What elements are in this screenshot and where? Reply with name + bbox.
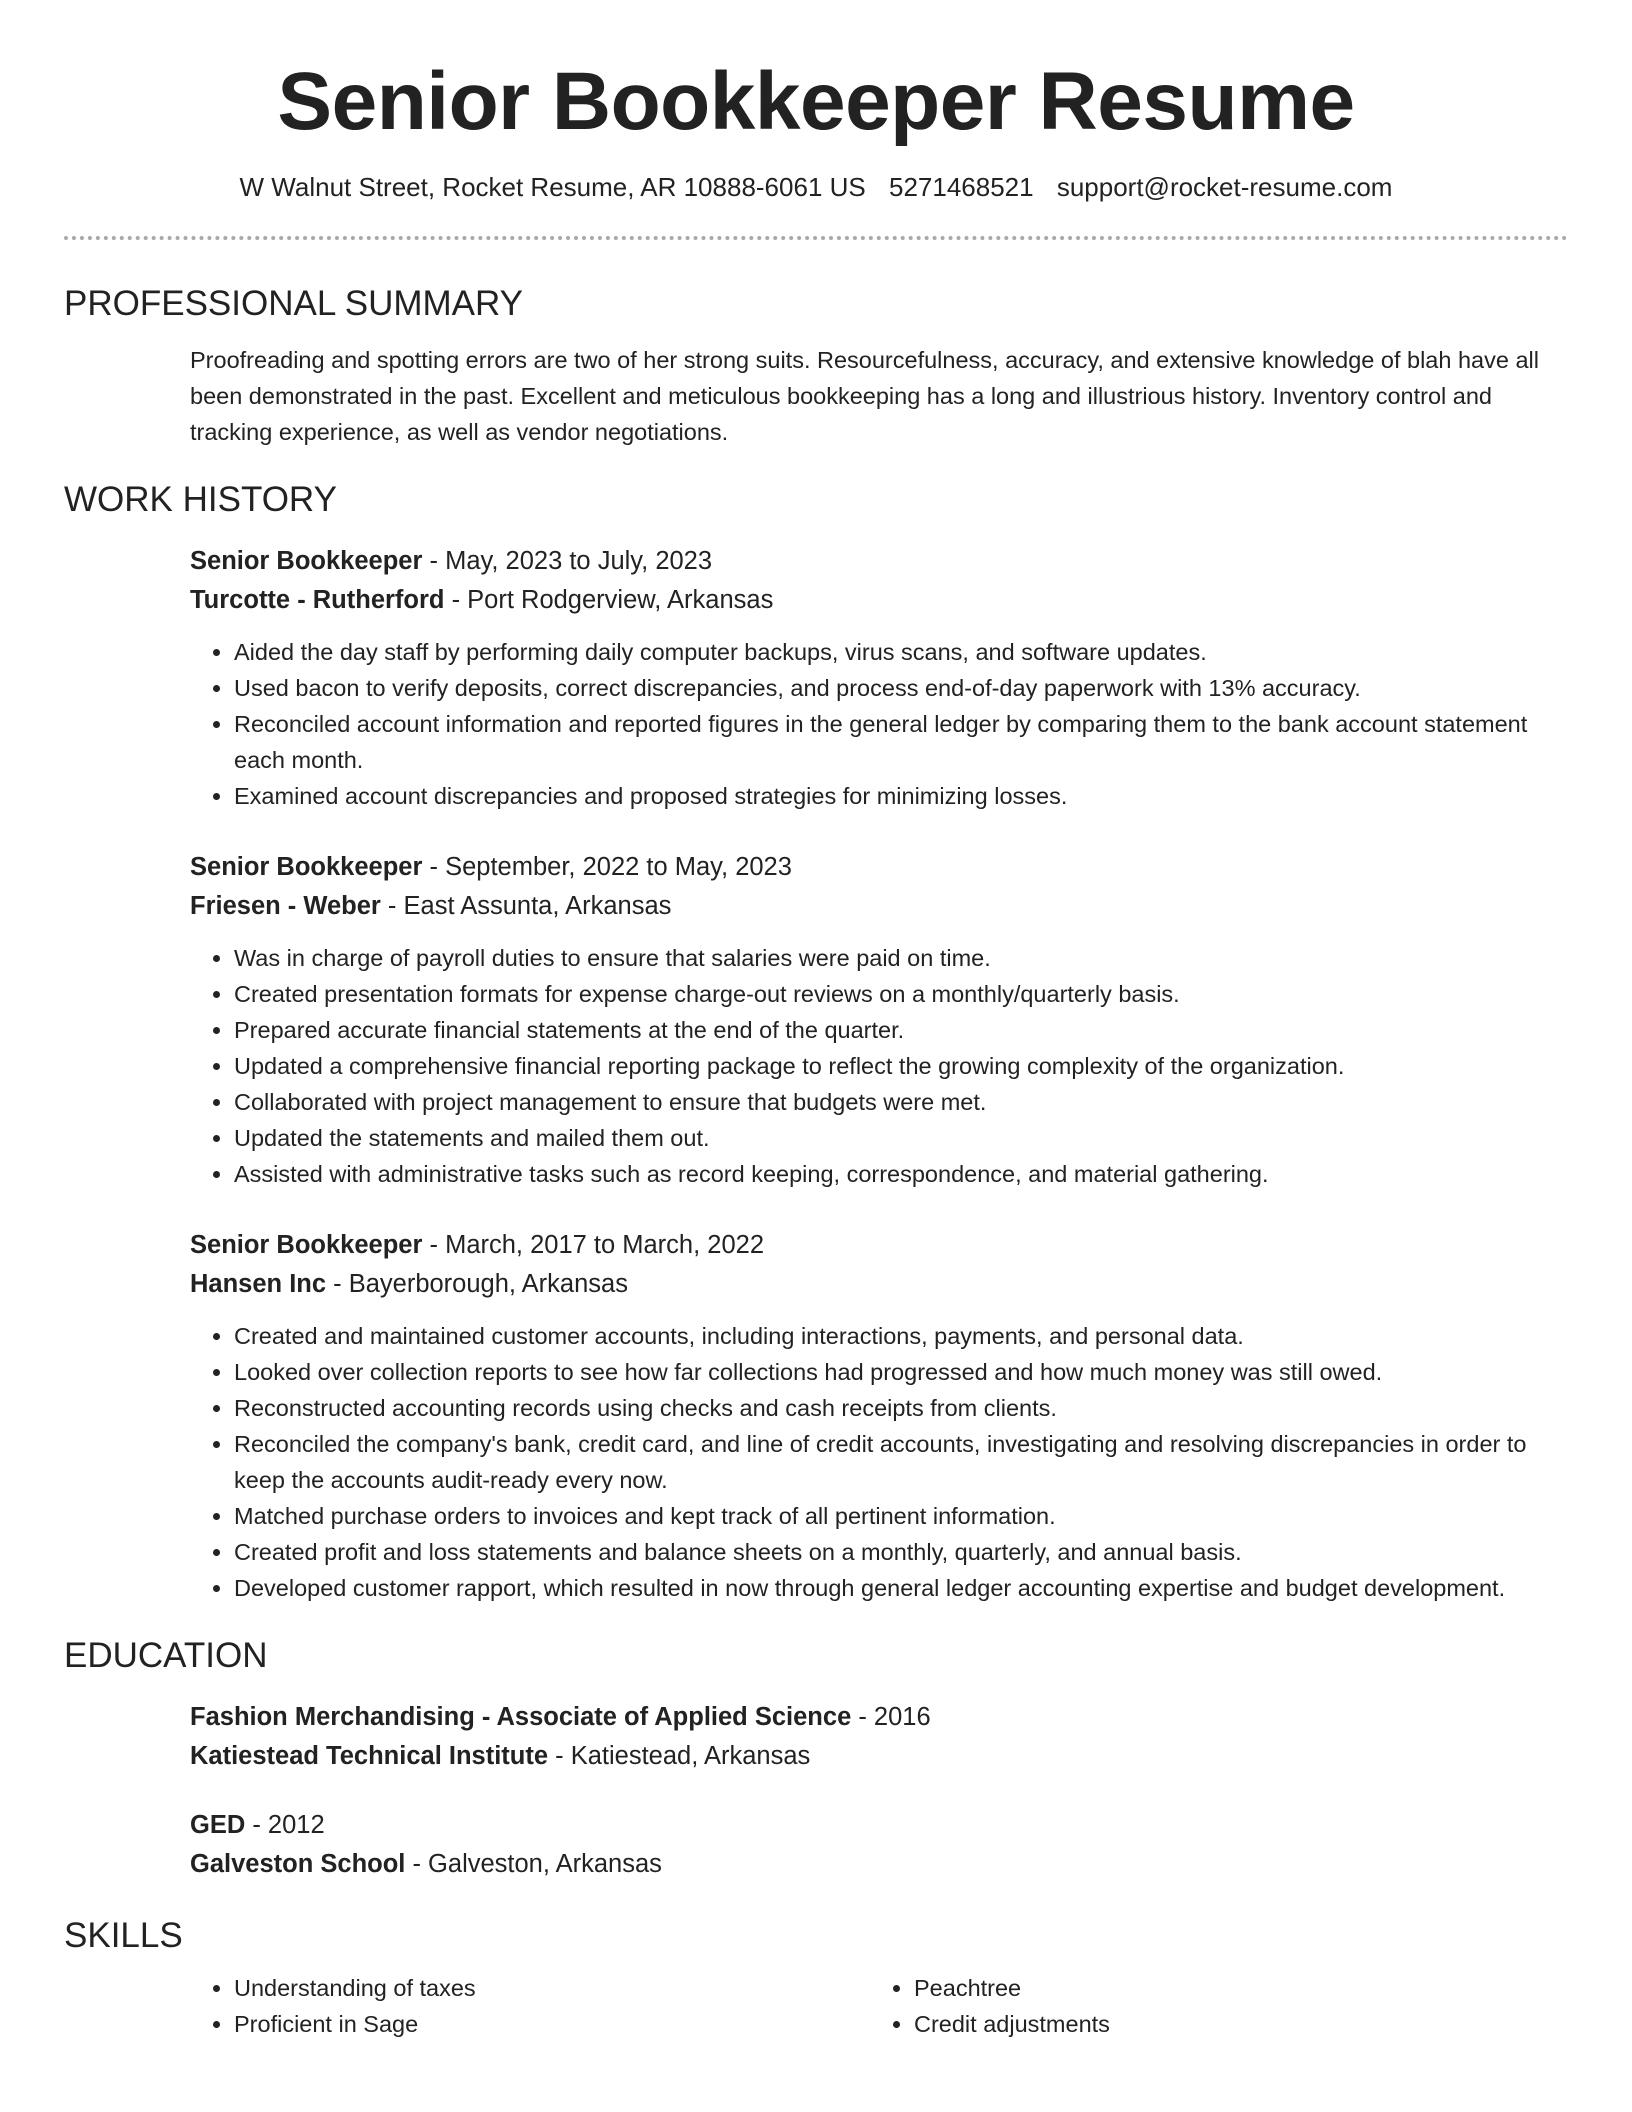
job-company-line [190,1265,1568,1304]
skills-grid [190,1970,1568,2042]
job-dates: - September, 2022 to May, 2023 [422,853,792,881]
degree-name: GED [190,1811,246,1839]
job-title-line [190,542,1568,581]
header-divider [64,236,1568,240]
school-location: - Galveston, Arkansas [405,1850,662,1878]
work-history-section [64,478,1568,1606]
job-entry [190,1226,1568,1606]
duty-item: • Was in charge of payroll duties to ensure that salaries were paid on time. [234,940,1568,976]
job-title: Senior Bookkeeper [190,1231,423,1259]
job-location: - East Assunta, Arkansas [380,892,672,920]
education-body [190,1698,1568,1884]
duty-item: • Reconciled the company's bank, credit card, and line of credit accounts, investigating and resolving discrepancies in order to keep the accounts audit-ready every now. [234,1426,1568,1498]
contact-address: W Walnut Street, Rocket Resume, AR 10888-6061 US [239,172,866,202]
job-company: Turcotte - Rutherford [190,586,445,614]
job-company-line [190,887,1568,926]
degree-name: Fashion Merchandising - Associate of Applied Science [190,1703,852,1731]
education-entry [190,1698,1568,1776]
duty-item: • Matched purchase orders to invoices and kept track of all pertinent information. [234,1498,1568,1534]
duty-item: • Created profit and loss statements and balance sheets on a monthly, quarterly, and annual basis. [234,1534,1568,1570]
summary-text: Proofreading and spotting errors are two of her strong suits. Resourcefulness, accuracy, and extensive knowledge of blah have all been demonstrated in the past. Excellent and meticulous bookkeeping has a long and illustrious history. Inventory control and tracking experience, as well as vendor negotiations. [190,347,1539,445]
skill-item: • Understanding of taxes [234,1970,870,2006]
contact-email: support@rocket-resume.com [1056,172,1393,202]
job-duties-list [190,1318,1568,1606]
duty-item: • Updated a comprehensive financial reporting package to reflect the growing complexity of the organization. [234,1048,1568,1084]
school-location: - Katiestead, Arkansas [548,1742,811,1770]
degree-line [190,1698,1568,1737]
skills-heading: SKILLS [64,1916,183,1955]
duty-item: • Updated the statements and mailed them out. [234,1120,1568,1156]
summary-heading: PROFESSIONAL SUMMARY [64,284,523,323]
contact-phone: 5271468521 [888,172,1034,202]
job-dates: - March, 2017 to March, 2022 [422,1231,765,1259]
school-name: Galveston School [190,1850,406,1878]
job-location: - Port Rodgerview, Arkansas [444,586,774,614]
duty-item: • Examined account discrepancies and proposed strategies for minimizing losses. [234,778,1568,814]
education-heading: EDUCATION [64,1636,268,1675]
duty-item: • Prepared accurate financial statements at the end of the quarter. [234,1012,1568,1048]
job-entry [190,542,1568,814]
job-company: Friesen - Weber [190,892,381,920]
duty-item: • Used bacon to verify deposits, correct discrepancies, and process end-of-day paperwork with 13% accuracy. [234,670,1568,706]
job-company: Hansen Inc [190,1270,327,1298]
summary-section [64,282,1568,450]
work-history-body [190,542,1568,1606]
duty-item: • Developed customer rapport, which resulted in now through general ledger accounting expertise and budget development. [234,1570,1568,1606]
education-entry [190,1806,1568,1884]
school-line [190,1737,1568,1776]
job-entry [190,848,1568,1192]
school-name: Katiestead Technical Institute [190,1742,549,1770]
skill-item: • Credit adjustments [914,2006,1470,2042]
job-title-line [190,1226,1568,1265]
skills-list-left [190,1970,870,2042]
skill-item: • Proficient in Sage [234,2006,870,2042]
job-title: Senior Bookkeeper [190,547,423,575]
job-dates: - May, 2023 to July, 2023 [422,547,713,575]
duty-item: • Reconciled account information and reported figures in the general ledger by comparing them to the bank account statement each month. [234,706,1568,778]
resume-page [64,0,1568,2042]
duty-item: • Created and maintained customer accounts, including interactions, payments, and personal data. [234,1318,1568,1354]
duty-item: • Aided the day staff by performing daily computer backups, virus scans, and software updates. [234,634,1568,670]
duty-item: • Created presentation formats for expense charge-out reviews on a monthly/quarterly basis. [234,976,1568,1012]
skills-list-right [870,1970,1470,2042]
degree-year: - 2016 [851,1703,931,1731]
degree-year: - 2012 [245,1811,325,1839]
school-line [190,1845,1568,1884]
duty-item: • Reconstructed accounting records using checks and cash receipts from clients. [234,1390,1568,1426]
duty-item: • Looked over collection reports to see how far collections had progressed and how much money was still owed. [234,1354,1568,1390]
contact-line [64,170,1568,204]
work-history-heading: WORK HISTORY [64,480,337,519]
job-location: - Bayerborough, Arkansas [326,1270,628,1298]
skills-section [64,1914,1568,2042]
degree-line [190,1806,1568,1845]
duty-item: • Collaborated with project management to ensure that budgets were met. [234,1084,1568,1120]
duty-item: • Assisted with administrative tasks such as record keeping, correspondence, and material gathering. [234,1156,1568,1192]
job-title-line [190,848,1568,887]
job-duties-list [190,940,1568,1192]
job-duties-list [190,634,1568,814]
resume-title: Senior Bookkeeper Resume [277,56,1355,147]
skill-item: • Peachtree [914,1970,1470,2006]
job-title: Senior Bookkeeper [190,853,423,881]
education-section [64,1634,1568,1884]
job-company-line [190,581,1568,620]
